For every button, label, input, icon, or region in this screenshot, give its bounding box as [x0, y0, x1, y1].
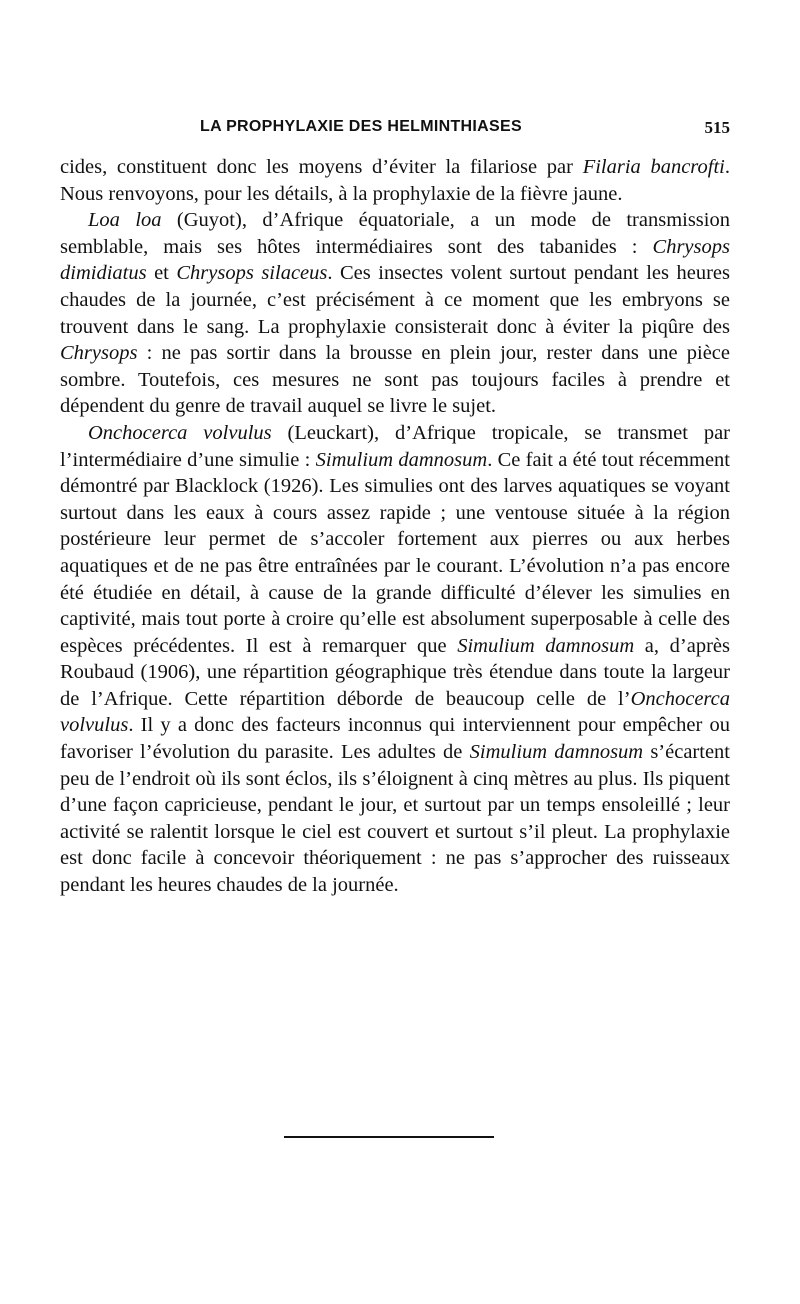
text-run: . Nous renvoyons, pour les détails, à la prophylaxie de la fièvre jaune. [60, 156, 730, 205]
text-run: cides, constituent donc les moyens d’éviter la filariose par [60, 156, 583, 178]
italic-term: Chrysops dimidiatus [60, 235, 730, 285]
italic-term: Simulium damnosum [469, 741, 644, 764]
text-run: et [146, 262, 177, 285]
italic-term: Loa loa [88, 209, 162, 232]
running-title: LA PROPHYLAXIE DES HELMINTHIASES [200, 118, 522, 135]
italic-term: Chrysops [60, 342, 138, 365]
italic-term: Simulium damnosum [315, 448, 488, 471]
text-run: s’écartent peu de l’endroit où ils sont éclos, ils s’éloignent à cinq mètres au plus. Ils piquent d’une façon capricieuse, pendant le jour, et surtout par un temps ensoleillé ; leur activité se ralentit lorsque le ciel est couvert et surtout s’il pleut. La prophylaxie est donc facile à concevoir théoriquement : ne pas s’approcher des ruisseaux pendant les heures chaudes de la journée. [60, 741, 730, 897]
italic-term: Chrysops silaceus [176, 262, 328, 285]
text-run: : ne pas sortir dans la brousse en plein jour, rester dans une pièce sombre. Toutefois, ces mesures ne sont pas toujours faciles à prendre et dépendent du genre de travail auquel se livre le sujet. [60, 342, 730, 418]
text-run: a, d’après Roubaud (1906), une répartition géographique très étendue dans toute la largeur de l’Afrique. Cette répartition déborde de beaucoup celle de l’ [60, 634, 730, 710]
italic-term: Simulium damnosum [457, 634, 635, 657]
closing-rule [284, 1136, 494, 1138]
text-run: . Ces insectes volent surtout pendant les heures chaudes de la journée, c’est précisément à ce moment que les embryons se trouvent dans le sang. La prophylaxie consisterait donc à éviter la piqûre des [60, 262, 730, 338]
italic-term: Onchocerca volvulus [60, 687, 730, 737]
paragraph [60, 207, 730, 420]
running-head [60, 118, 730, 148]
text-run: . Ce fait a été tout récemment démontré par Blacklock (1926). Les simulies ont des larves aquatiques se voyant surtout dans les eaux à cours assez rapide ; une ventouse située à la région postérieure leur permet de s’accoler fortement aux pierres ou aux herbes aquatiques et de ne pas être entraînées par le courant. L’évolution n’a pas encore été étudiée en détail, à cause de la grande difficulté d’élever les simulies en captivité, mais tout porte à croire qu’elle est absolument superposable à celle des espèces précédentes. Il est à remarquer que [60, 448, 731, 657]
book-page [60, 118, 730, 899]
italic-term: Filaria bancrofti [582, 156, 725, 178]
page-number: 515 [704, 118, 730, 137]
body-text [60, 154, 730, 899]
text-run: . Il y a donc des facteurs inconnus qui interviennent pour empêcher ou favoriser l’évolution du parasite. Les adultes de [60, 714, 730, 764]
paragraph [60, 420, 730, 899]
text-run: (Guyot), d’Afrique équatoriale, a un mode de transmission semblable, mais ses hôtes intermédiaires sont des tabanides : [60, 209, 730, 258]
paragraph [60, 154, 730, 207]
italic-term: Onchocerca volvulus [88, 421, 272, 444]
text-run: (Leuckart), d’Afrique tropicale, se transmet par l’intermédiaire d’une simulie : [60, 421, 731, 471]
